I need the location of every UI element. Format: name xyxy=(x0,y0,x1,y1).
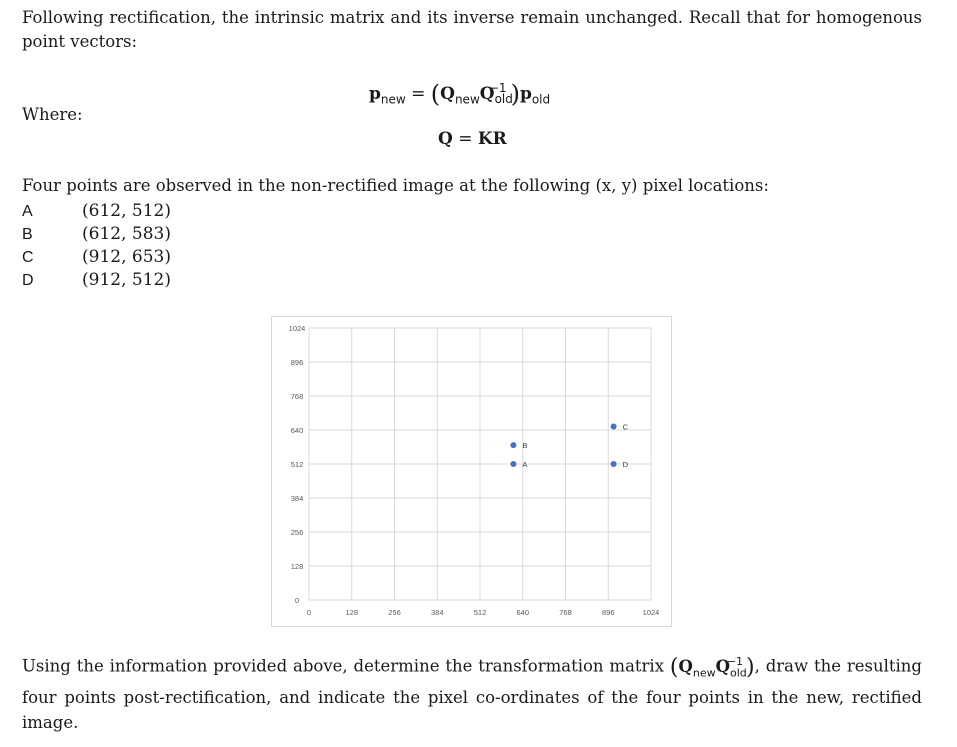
q-new-symbol: Q xyxy=(440,84,455,104)
data-point xyxy=(510,442,516,448)
point-row-c xyxy=(22,246,222,269)
q-old-subscript: old xyxy=(494,92,513,107)
question-text-part2: , draw the resulting four points post-rectification, and indicate the pixel co-ordinates of the four points in the new, rectified image. xyxy=(22,656,922,732)
kr-symbol: KR xyxy=(477,129,507,149)
inline-q-old-sub: old xyxy=(729,665,747,679)
p-new-symbol: p xyxy=(369,84,381,104)
x-tick-label: 128 xyxy=(345,608,359,617)
data-point xyxy=(611,461,617,467)
p-old-subscript: old xyxy=(531,92,551,107)
q-symbol: Q xyxy=(438,129,453,149)
y-tick-label: 768 xyxy=(290,392,304,401)
p-old-symbol: p xyxy=(519,84,532,104)
x-tick-label: 1024 xyxy=(642,608,660,617)
point-label: D xyxy=(22,272,34,289)
data-label: B xyxy=(522,441,528,451)
q-old-symbol: Q xyxy=(479,84,495,104)
data-point xyxy=(510,461,516,467)
points-intro: Four points are observed in the non-rectified image at the following (x, y) pixel locations: xyxy=(22,176,769,195)
point-coord: (612, 583) xyxy=(82,224,171,244)
x-tick-label: 256 xyxy=(388,608,401,617)
equation-transform xyxy=(369,80,550,108)
x-tick-label: 768 xyxy=(559,608,572,617)
inline-q-old-inverse: −1 xyxy=(726,655,743,668)
data-label: D xyxy=(622,460,629,469)
x-tick-label: 640 xyxy=(516,608,530,617)
x-tick-label: 384 xyxy=(430,608,444,617)
x-tick-label: 512 xyxy=(473,608,487,617)
inline-q-new-sub: new xyxy=(692,665,716,679)
y-tick-label: 0 xyxy=(294,596,300,605)
y-tick-label: 640 xyxy=(290,426,304,435)
point-coord: (612, 512) xyxy=(82,201,171,221)
y-tick-label: 128 xyxy=(290,562,304,571)
q-old-inverse: −1 xyxy=(488,81,507,96)
point-label: A xyxy=(22,203,33,220)
point-row-a xyxy=(22,200,222,223)
y-tick-label: 1024 xyxy=(288,324,306,333)
point-coord: (912, 653) xyxy=(82,247,171,267)
x-tick-label: 896 xyxy=(601,608,615,617)
question-text-part1: Using the information provided above, determine the transformation matrix xyxy=(22,656,670,676)
point-row-b xyxy=(22,223,222,246)
equation-q xyxy=(438,129,507,149)
q-new-subscript: new xyxy=(454,92,480,107)
y-tick-label: 384 xyxy=(290,494,304,503)
open-paren: ( xyxy=(430,80,441,108)
scatter-chart-svg xyxy=(272,317,671,626)
scatter-chart xyxy=(271,316,672,627)
y-tick-label: 256 xyxy=(290,528,304,537)
data-point xyxy=(611,424,617,430)
point-label: C xyxy=(22,249,34,266)
points-list xyxy=(22,200,222,292)
close-paren: ) xyxy=(510,80,520,108)
equals-sign-2: = xyxy=(458,129,473,149)
y-tick-label: 896 xyxy=(290,358,304,367)
p-new-subscript: new xyxy=(380,92,406,107)
data-label: C xyxy=(622,422,629,432)
inline-q-new: Q xyxy=(678,656,693,676)
intro-paragraph: Following rectification, the intrinsic matrix and its inverse remain unchanged. Recall that for homogenous point vectors: xyxy=(22,8,922,51)
data-label: A xyxy=(522,460,528,469)
point-label: B xyxy=(22,226,33,243)
point-row-d xyxy=(22,269,222,292)
y-tick-label: 512 xyxy=(290,460,304,469)
question-paragraph xyxy=(22,649,922,735)
where-label: Where: xyxy=(22,105,83,124)
point-coord: (912, 512) xyxy=(82,270,171,290)
equals-sign: = xyxy=(411,84,426,104)
inline-matrix: ($Q_{new}Q_{old}^{-1}$ ) xyxy=(669,654,755,680)
x-tick-label: 0 xyxy=(306,608,312,617)
inline-q-old: Q xyxy=(715,656,730,676)
